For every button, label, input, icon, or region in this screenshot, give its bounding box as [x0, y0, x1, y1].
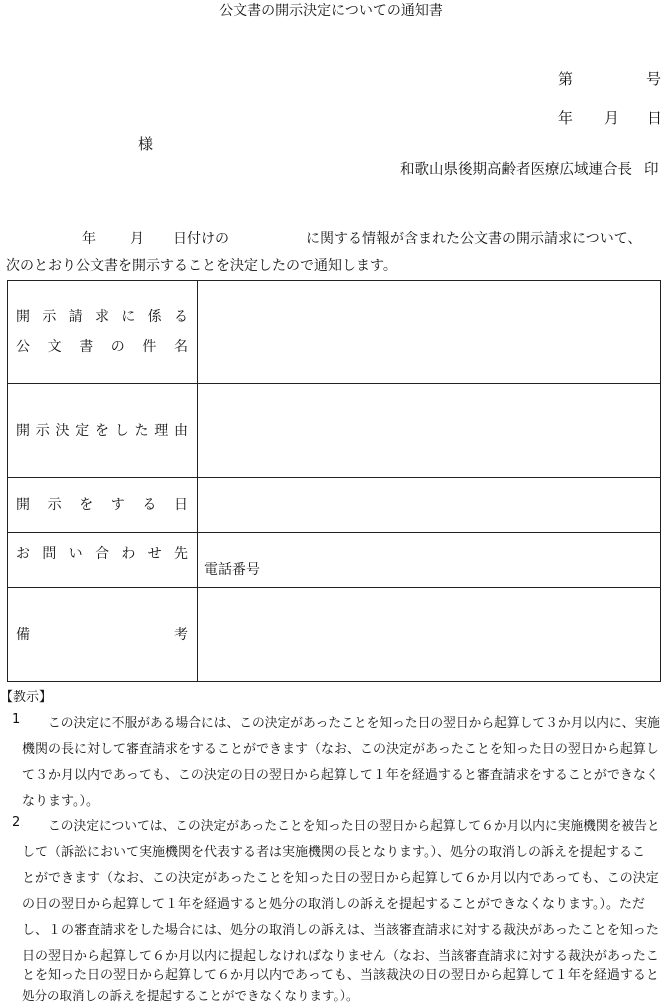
- instruction-line: して（訴訟において実施機関を代表する者は実施機関の長となります。）、処分の取消しの訴えを提起するこ: [22, 845, 645, 860]
- instruction-line: この決定に不服がある場合には、この決定があったことを知った日の翌日から起算して３か月以内に、実施: [48, 716, 660, 731]
- label-line: 開 示 決 定 を し た 理 由: [16, 422, 188, 439]
- instruction-line: 日の翌日から起算して６か月以内に提起しなければなりません（なお、当該審査請求に対する裁決があったこ: [22, 949, 659, 964]
- issue-date-month: 月: [604, 109, 620, 127]
- issue-date-day: 日: [647, 109, 662, 127]
- intro-month: 月: [130, 231, 144, 247]
- intro-text-line2: 次のとおり公文書を開示することを決定したので通知します。: [6, 258, 397, 274]
- value-document-subject[interactable]: [198, 281, 661, 384]
- label-disclosure-date: [8, 478, 198, 533]
- table-row: [8, 478, 661, 533]
- table-row: [8, 384, 661, 478]
- table-row: [8, 533, 661, 588]
- instruction-line: し、１の審査請求をした場合には、処分の取消しの訴えは、当該審査請求に対する裁決があったことを知った: [22, 923, 659, 938]
- document-title: 公文書の開示決定についての通知書: [219, 3, 443, 19]
- phone-number-label: 電話番号: [204, 562, 260, 578]
- disclosure-table: [7, 280, 661, 682]
- instruction-number: 2: [12, 815, 21, 830]
- label-line: 開 示 請 求 に 係 る: [16, 309, 188, 325]
- table-row: [8, 281, 661, 384]
- intro-text: に関する情報が含まれた公文書の開示請求について、: [306, 231, 642, 247]
- label-contact: [8, 533, 198, 588]
- instructions-heading: 【教示】: [0, 690, 53, 705]
- instruction-line: て３か月以内であっても、この決定の日の翌日から起算して１年を経過すると審査請求をすることができなく: [22, 768, 659, 783]
- instruction-line: の日の翌日から起算して１年を経過すると処分の取消しの訴えを提起することができなくなります。）。ただ: [22, 897, 645, 912]
- document-number-prefix: 第: [558, 70, 574, 88]
- intro-date-suffix: 日付けの: [173, 231, 229, 247]
- value-remarks[interactable]: [198, 588, 661, 682]
- label-line: 備 考: [16, 626, 188, 643]
- value-disclosure-date[interactable]: [198, 478, 661, 533]
- instruction-line: なります。）。: [22, 794, 99, 809]
- issue-date-year: 年: [558, 109, 574, 127]
- instruction-line: この決定については、この決定があったことを知った日の翌日から起算して６か月以内に実施機関を被告と: [48, 819, 660, 834]
- instruction-line: とができます（なお、この決定があったことを知った日の翌日から起算して６か月以内であっても、この決定: [22, 871, 659, 886]
- value-decision-reason[interactable]: [198, 384, 661, 478]
- label-line: 開 示 を す る 日: [16, 497, 188, 513]
- instruction-number: 1: [12, 712, 21, 727]
- label-document-subject: [8, 281, 198, 384]
- seal-mark: 印: [644, 162, 659, 178]
- document-number-suffix: 号: [646, 70, 662, 88]
- instruction-line: 処分の取消しの訴えを提起することができなくなります。）。: [22, 988, 359, 1003]
- table-row: [8, 588, 661, 682]
- label-line: お 問 い 合 わ せ 先: [16, 546, 188, 562]
- value-contact[interactable]: [198, 533, 661, 588]
- intro-year: 年: [82, 231, 96, 247]
- instruction-line: 機関の長に対して審査請求をすることができます（なお、この決定があったことを知った日の翌日から起算し: [22, 742, 659, 757]
- label-decision-reason: [8, 384, 198, 478]
- addressee-honorific: 様: [138, 135, 154, 153]
- instruction-line: とを知った日の翌日から起算して６か月以内であっても、当該裁決の日の翌日から起算して１年を経過すると: [22, 968, 659, 983]
- label-remarks: [8, 588, 198, 682]
- label-line: 公 文 書 の 件 名: [16, 339, 188, 355]
- sender-name: 和歌山県後期高齢者医療広域連合長: [400, 162, 632, 178]
